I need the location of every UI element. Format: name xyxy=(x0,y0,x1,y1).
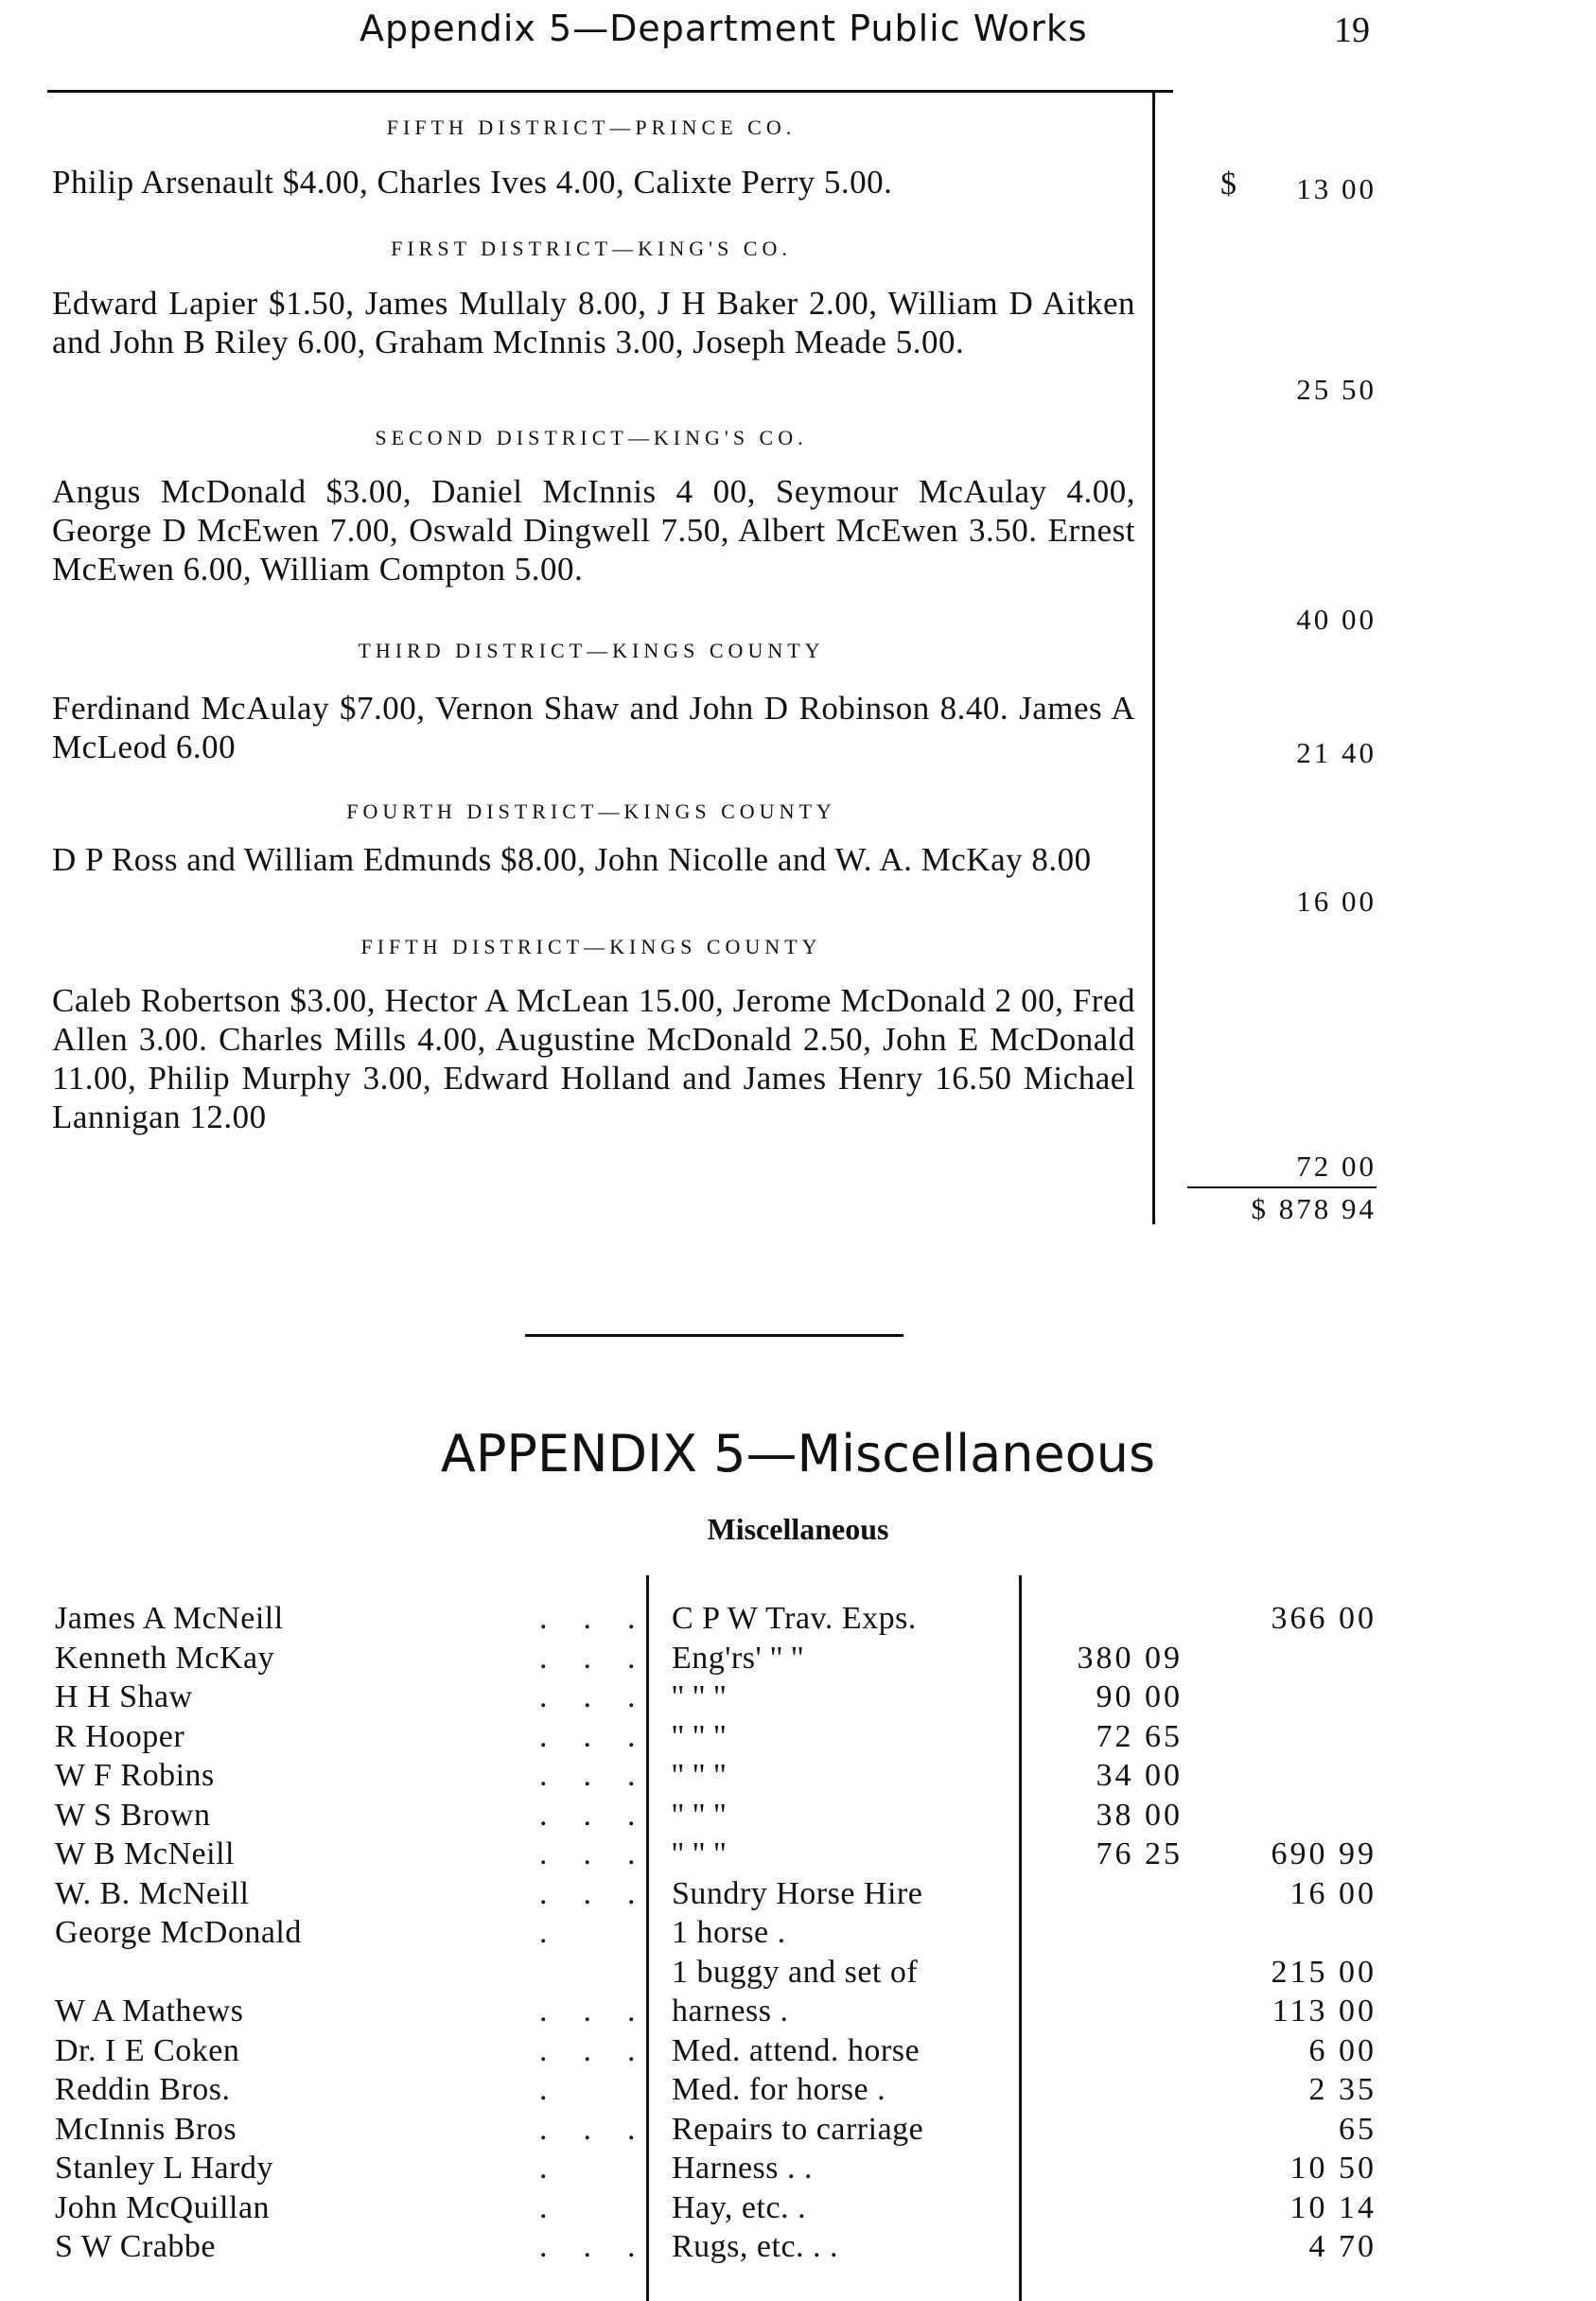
leader-dots: ... xyxy=(539,2032,672,2068)
table-row xyxy=(0,1992,1596,2031)
row-subamount: 90 00 xyxy=(1096,1679,1183,1714)
header-rule xyxy=(47,90,1173,93)
table-row xyxy=(0,1913,1596,1953)
district-amount: 25 50 xyxy=(1296,373,1377,406)
row-total: 65 xyxy=(1339,2111,1377,2147)
page-number: 19 xyxy=(1334,10,1370,50)
row-description: Med. for horse . xyxy=(672,2072,886,2107)
table-row xyxy=(0,2227,1596,2267)
dollar-sign: $ xyxy=(1220,167,1236,202)
district-heading: THIRD DISTRICT—KINGS COUNTY xyxy=(358,639,825,662)
table-row xyxy=(0,1677,1596,1717)
row-description: C P W Trav. Exps. xyxy=(672,1601,917,1636)
section-divider xyxy=(525,1334,903,1337)
district-amount: 72 00 xyxy=(1296,1150,1377,1183)
table-row xyxy=(0,2070,1596,2110)
row-name: McInnis Bros xyxy=(55,2111,237,2147)
district-entry: Ferdinand McAulay $7.00, Vernon Shaw and John D Robinson 8.40. James A McLeod 6.00 xyxy=(52,690,1135,765)
district-amount: 40 00 xyxy=(1296,603,1377,636)
row-name: George McDonald xyxy=(55,1915,302,1950)
table-row xyxy=(0,1599,1596,1639)
row-description: Harness . . xyxy=(672,2151,814,2186)
row-description: harness . xyxy=(672,1994,789,2029)
row-description: '' '' '' xyxy=(672,1758,727,1793)
district-heading: FOURTH DISTRICT—KINGS COUNTY xyxy=(346,799,836,823)
appendix-subtitle: Miscellaneous xyxy=(707,1512,889,1546)
row-total: 366 00 xyxy=(1271,1601,1377,1636)
row-description: '' '' '' xyxy=(672,1679,727,1714)
row-name: W. B. McNeill xyxy=(55,1875,250,1911)
table-row xyxy=(0,2149,1596,2188)
district-amount: 16 00 xyxy=(1296,885,1377,918)
district-entry: Edward Lapier $1.50, James Mullaly 8.00, J H Baker 2.00, William D Aitken and John B Riley 6.00, Graham McInnis 3.00, Joseph Meade 5.00. xyxy=(52,285,1135,360)
row-subamount: 76 25 xyxy=(1096,1836,1183,1871)
row-description: 1 buggy and set of xyxy=(672,1954,919,1990)
row-description: Repairs to carriage xyxy=(672,2111,924,2147)
row-name: R Hooper xyxy=(55,1718,185,1754)
grand-total: $ 878 94 xyxy=(1251,1192,1377,1225)
leader-dots: ... xyxy=(539,1601,672,1636)
district-amount: 13 00 xyxy=(1296,172,1377,205)
leader-dots: . xyxy=(539,2151,584,2186)
leader-dots: ... xyxy=(539,1679,672,1714)
row-name: H H Shaw xyxy=(55,1679,193,1714)
table-row xyxy=(0,1874,1596,1914)
district-entry: Angus McDonald $3.00, Daniel McInnis 4 00, Seymour McAulay 4.00, George D McEwen 7.00, Oswald Dingwell 7.50, Albert McEwen 3.50. Ernest McEwen 6.00, William Compton 5.00. xyxy=(52,473,1135,588)
row-name: W A Mathews xyxy=(55,1994,244,2029)
row-name: W B McNeill xyxy=(55,1836,235,1871)
row-total: 4 70 xyxy=(1308,2229,1377,2264)
row-description: 1 horse . xyxy=(672,1915,786,1950)
appendix-title: APPENDIX 5—Miscellaneous xyxy=(440,1424,1156,1484)
leader-dots: ... xyxy=(539,1640,672,1676)
district-heading: FIRST DISTRICT—KING'S CO. xyxy=(391,237,792,260)
row-name: Dr. I E Coken xyxy=(55,2032,240,2068)
row-total: 113 00 xyxy=(1272,1994,1377,2029)
row-subamount: 34 00 xyxy=(1096,1758,1183,1793)
row-name: Reddin Bros. xyxy=(55,2072,231,2107)
table-row xyxy=(0,1756,1596,1796)
row-subamount: 72 65 xyxy=(1096,1718,1183,1754)
leader-dots: ... xyxy=(539,1758,672,1793)
table-row xyxy=(0,1717,1596,1757)
table-row xyxy=(0,2188,1596,2228)
row-total: 2 35 xyxy=(1308,2072,1377,2107)
row-name: W S Brown xyxy=(55,1797,211,1833)
leader-dots: ... xyxy=(539,2111,672,2147)
table-row xyxy=(0,1953,1596,1993)
row-description: Eng'rs' '' '' xyxy=(672,1640,804,1676)
row-name: John McQuillan xyxy=(55,2189,271,2225)
district-entry: D P Ross and William Edmunds $8.00, John Nicolle and W. A. McKay 8.00 xyxy=(52,841,1092,878)
table-row xyxy=(0,2110,1596,2150)
row-total: 16 00 xyxy=(1289,1875,1377,1911)
row-description: '' '' '' xyxy=(672,1836,727,1871)
row-name: S W Crabbe xyxy=(55,2229,216,2264)
row-name: Kenneth McKay xyxy=(55,1640,275,1676)
leader-dots: ... xyxy=(539,1875,672,1911)
table-row xyxy=(0,2031,1596,2071)
sum-rule xyxy=(1187,1186,1377,1188)
table-row xyxy=(0,1796,1596,1836)
row-description: Hay, etc. . xyxy=(672,2189,807,2225)
district-entry: Caleb Robertson $3.00, Hector A McLean 15.00, Jerome McDonald 2 00, Fred Allen 3.00. Charles Mills 4.00, Augustine McDonald 2.50, John E McDonald 11.00, Philip Murphy 3.00, Edward Holland and James Henry 16.50 Michael Lannigan 12.00 xyxy=(52,982,1135,1135)
row-total: 215 00 xyxy=(1271,1954,1377,1990)
row-description: '' '' '' xyxy=(672,1718,727,1754)
district-heading: FIFTH DISTRICT—PRINCE CO. xyxy=(386,115,797,139)
leader-dots: . xyxy=(539,2189,584,2225)
leader-dots: ... xyxy=(539,1797,672,1833)
row-total: 6 00 xyxy=(1308,2032,1377,2068)
district-amount: 21 40 xyxy=(1296,736,1377,769)
row-name: James A McNeill xyxy=(55,1601,284,1636)
row-total: 690 99 xyxy=(1271,1836,1377,1871)
table-row xyxy=(0,1835,1596,1874)
leader-dots: ... xyxy=(539,2229,672,2264)
leader-dots: . xyxy=(539,1915,584,1950)
leader-dots: ... xyxy=(539,1718,672,1754)
row-subamount: 380 09 xyxy=(1077,1640,1183,1676)
row-description: Rugs, etc. . . xyxy=(672,2229,839,2264)
row-description: Med. attend. horse xyxy=(672,2032,921,2068)
row-total: 10 14 xyxy=(1289,2189,1377,2225)
row-description: Sundry Horse Hire xyxy=(672,1875,923,1911)
district-heading: SECOND DISTRICT—KING'S CO. xyxy=(375,426,808,449)
district-entry: Philip Arsenault $4.00, Charles Ives 4.00, Calixte Perry 5.00. xyxy=(52,164,893,201)
district-heading: FIFTH DISTRICT—KINGS COUNTY xyxy=(360,935,822,958)
leader-dots: . xyxy=(539,2072,584,2107)
row-name: Stanley L Hardy xyxy=(55,2151,273,2186)
leader-dots: ... xyxy=(539,1836,672,1871)
table-row xyxy=(0,1639,1596,1678)
amount-column-rule xyxy=(1152,92,1155,1224)
row-total: 10 50 xyxy=(1289,2151,1377,2186)
running-header-title: Appendix 5—Department Public Works xyxy=(360,8,1088,49)
row-description: '' '' '' xyxy=(672,1797,727,1833)
row-name: W F Robins xyxy=(55,1758,215,1793)
row-subamount: 38 00 xyxy=(1096,1797,1183,1833)
leader-dots: ... xyxy=(539,1994,672,2029)
